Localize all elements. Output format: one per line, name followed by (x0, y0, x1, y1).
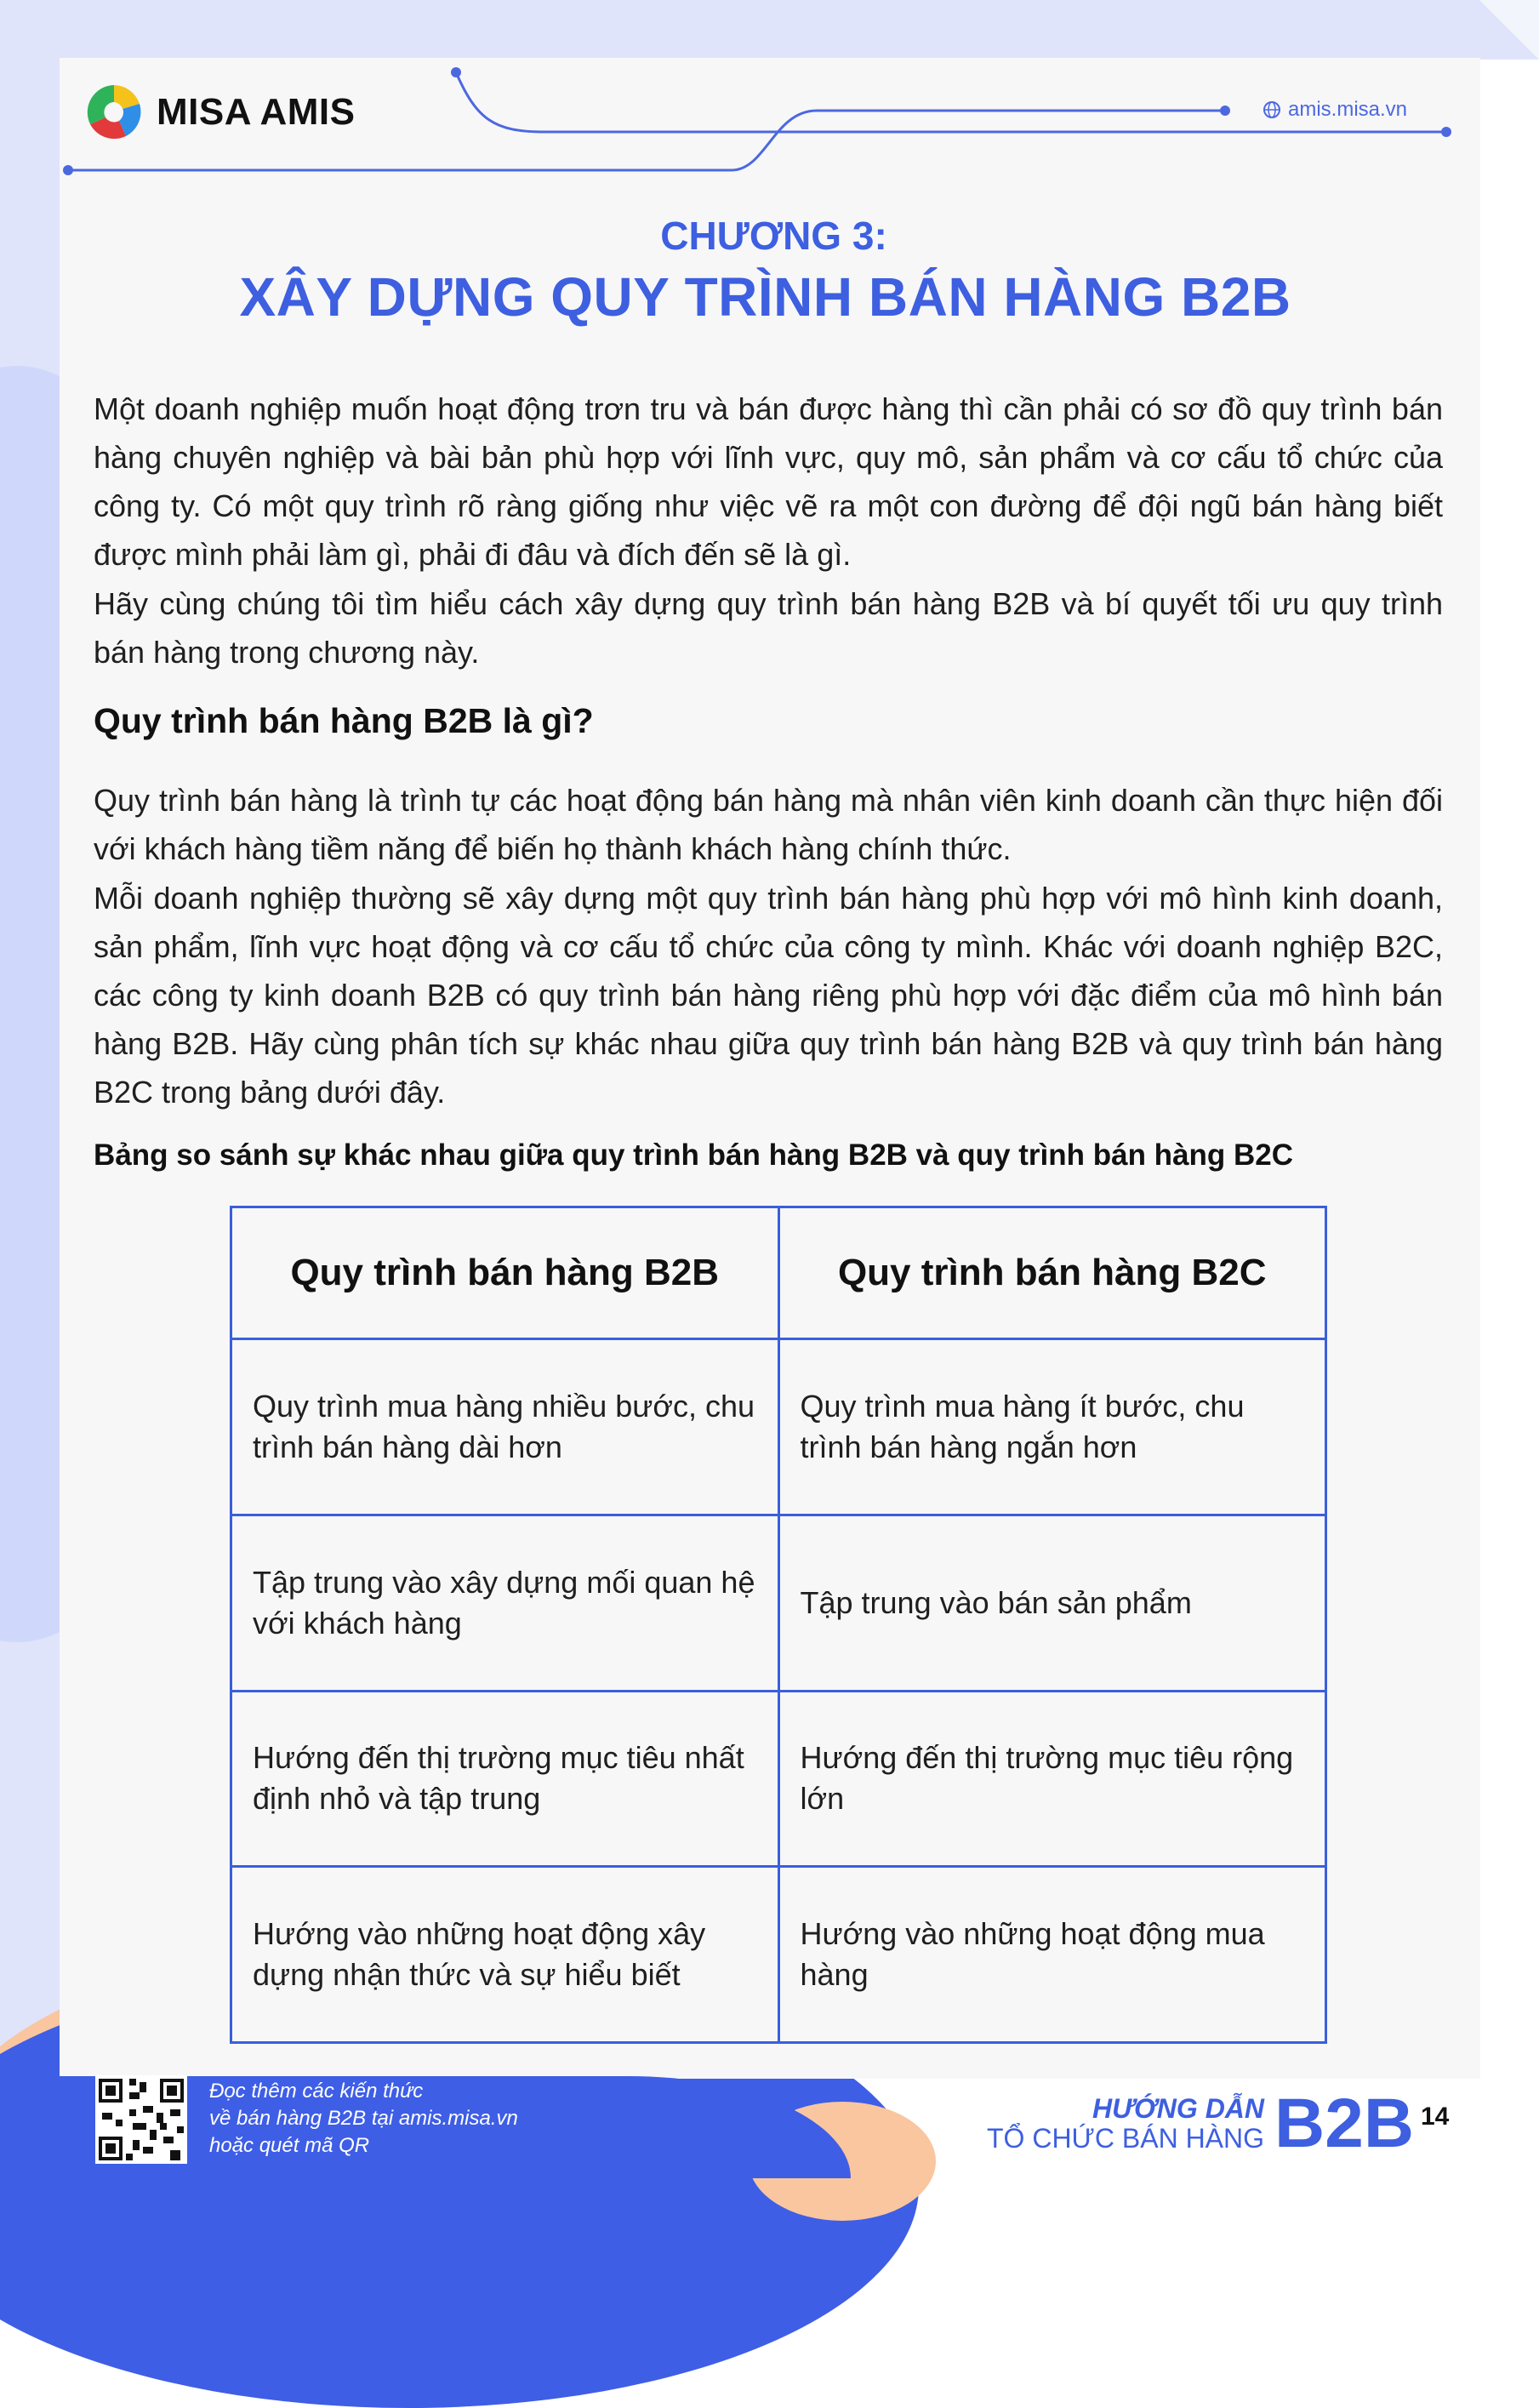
comparison-table (230, 1206, 1327, 2044)
qr-caption-line: hoặc quét mã QR (209, 2134, 370, 2157)
brand-line-2: TỔ CHỨC BÁN HÀNG (987, 2123, 1265, 2154)
intro-paragraph-2: Hãy cùng chúng tôi tìm hiểu cách xây dựng quy trình bán hàng B2B và bí quyết tối ưu quy trình bán hàng trong chương này. (94, 586, 1443, 670)
misa-logo-icon (83, 82, 145, 143)
table-row (231, 1515, 1326, 1691)
brand-b2b: B2B (1274, 2085, 1415, 2162)
table-header-row (231, 1207, 1326, 1339)
qr-caption (209, 2078, 518, 2160)
globe-icon (1263, 100, 1281, 119)
guide-brand (987, 2085, 1415, 2162)
qr-code[interactable] (95, 2075, 187, 2164)
logo-text: MISA AMIS (157, 91, 356, 133)
table-cell-b2c: Quy trình mua hàng ít bước, chu trình bán hàng ngắn hơn (778, 1339, 1326, 1515)
site-url[interactable] (1263, 98, 1407, 122)
brand-line-1: HƯỚNG DẪN (1092, 2093, 1265, 2124)
misa-amis-logo (83, 82, 355, 143)
table-cell-b2b: Quy trình mua hàng nhiều bước, chu trình bán hàng dài hơn (231, 1339, 779, 1515)
section-paragraph-1: Quy trình bán hàng là trình tự các hoạt động bán hàng mà nhân viên kinh doanh cần thực hiện đối với khách hàng tiềm năng để biến họ thành khách hàng chính thức. (94, 783, 1443, 866)
table-cell-b2b: Hướng đến thị trường mục tiêu nhất định nhỏ và tập trung (231, 1691, 779, 1867)
table-header-b2c: Quy trình bán hàng B2C (778, 1207, 1326, 1339)
page-number: 14 (1421, 2103, 1450, 2131)
table-cell-b2c: Hướng đến thị trường mục tiêu rộng lớn (778, 1691, 1326, 1867)
section-heading: Quy trình bán hàng B2B là gì? (94, 701, 594, 740)
chapter-title: XÂY DỰNG QUY TRÌNH BÁN HÀNG B2B (239, 266, 1291, 328)
table-row (231, 1691, 1326, 1867)
table-cell-b2b: Hướng vào những hoạt động xây dựng nhận thức và sự hiểu biết (231, 1867, 779, 2043)
qr-caption-line: về bán hàng B2B tại amis.misa.vn (209, 2107, 518, 2130)
table-row (231, 1867, 1326, 2043)
site-url-text: amis.misa.vn (1288, 98, 1408, 121)
section-paragraph-2: Mỗi doanh nghiệp thường sẽ xây dựng một quy trình bán hàng phù hợp với mô hình kinh doanh, sản phẩm, lĩnh vực hoạt động và cơ cấu tổ chức của công ty mình. Khác với doanh nghiệp B2C, các công ty kinh doanh B2B có quy trình bán hàng riêng phù hợp với đặc điểm của mô hình bán hàng B2B. Hãy cùng phân tích sự khác nhau giữa quy trình bán hàng B2B và quy trình bán hàng B2C trong bảng dưới đây. (94, 881, 1443, 1110)
table-header-b2b: Quy trình bán hàng B2B (231, 1207, 779, 1339)
table-cell-b2b: Tập trung vào xây dựng mối quan hệ với khách hàng (231, 1515, 779, 1691)
table-cell-b2c: Hướng vào những hoạt động mua hàng (778, 1867, 1326, 2043)
table-cell-b2c: Tập trung vào bán sản phẩm (778, 1515, 1326, 1691)
chapter-label: CHƯƠNG 3: (660, 214, 887, 258)
table-caption: Bảng so sánh sự khác nhau giữa quy trình bán hàng B2B và quy trình bán hàng B2C (94, 1138, 1294, 1172)
table-row (231, 1339, 1326, 1515)
qr-caption-line: Đọc thêm các kiến thức (209, 2080, 424, 2103)
intro-paragraph-1: Một doanh nghiệp muốn hoạt động trơn tru và bán được hàng thì cần phải có sơ đồ quy trình bán hàng chuyên nghiệp và bài bản phù hợp với lĩnh vực, quy mô, sản phẩm và cơ cấu tổ chức của công ty. Có một quy trình rõ ràng giống như việc vẽ ra một con đường để đội ngũ bán hàng biết được mình phải làm gì, phải đi đâu và đích đến sẽ là gì. (94, 391, 1443, 572)
